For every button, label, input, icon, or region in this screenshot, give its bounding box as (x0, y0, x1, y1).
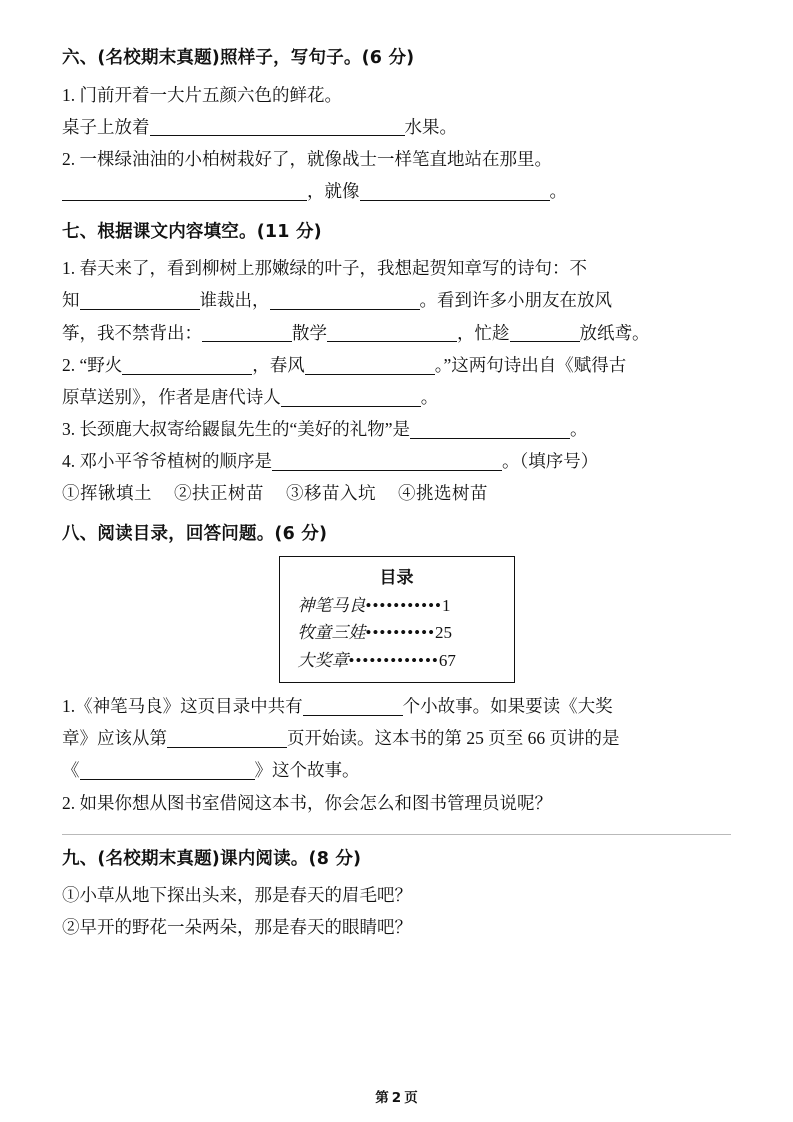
answer-blank[interactable] (327, 323, 457, 342)
section-six-q2-example (62, 144, 731, 174)
section-divider (62, 834, 731, 835)
catalog-entry-dots: ••••••••••• (365, 595, 442, 615)
reading-line-2: ②早开的野花一朵两朵，那是春天的眼睛吧？ (62, 917, 412, 938)
q3-suffix: 。 (570, 418, 588, 439)
footer-prefix: 第 (375, 1090, 389, 1106)
section-six-title: 六、(名校期末真题)照样子，写句子。(6 分) (62, 48, 415, 68)
catalog-box (279, 556, 515, 684)
q2-line2-suffix: 。 (420, 386, 439, 407)
section-seven-q2-line1 (62, 350, 731, 380)
section-eight-q1-line2 (62, 723, 731, 753)
answer-blank[interactable] (202, 323, 292, 342)
catalog-entry-name: 牧童三娃 (297, 623, 366, 643)
reading-line-1: ①小草从地下探出头来，那是春天的眉毛吧？ (62, 885, 412, 906)
catalog-entry (298, 647, 496, 675)
catalog-entry-page: 25 (435, 623, 453, 643)
answer-blank[interactable] (281, 387, 421, 406)
q2-answer-suffix: 。 (549, 180, 567, 201)
section-seven-title: 七、根据课文内容填空。(11 分) (62, 221, 322, 242)
q2-line2-prefix: 原草送别》，作者是唐代诗人 (62, 386, 281, 407)
section-eight (62, 522, 731, 817)
catalog-entry (298, 619, 496, 647)
catalog-title: 目录 (379, 567, 414, 588)
q2-text: 2. 如果你想从图书室借阅这本书，你会怎么和图书管理员说呢？ (62, 792, 552, 813)
catalog-entry-name: 神笔马良 (297, 595, 366, 615)
q1-answer-suffix: 水果。 (404, 116, 457, 137)
q1-line3-suffix: 放纸鸢。 (579, 322, 650, 343)
answer-blank[interactable] (80, 291, 200, 310)
q1-line2-suffix: 页开始读。这本书的第 25 页至 66 页讲的是 (287, 728, 620, 749)
catalog-entry-page: 1 (441, 595, 451, 615)
q1-line3-middle2: ，忙趁 (457, 322, 510, 343)
q1-line2-prefix: 知 (62, 290, 80, 311)
answer-blank[interactable] (167, 729, 287, 748)
section-seven-q3 (62, 414, 731, 444)
q4-suffix: 。（填序号） (502, 450, 599, 471)
option-item[interactable]: ②扶正树苗 (174, 483, 264, 504)
q2-middle: ，春风 (252, 354, 305, 375)
option-item[interactable]: ④挑选树苗 (398, 483, 488, 504)
q1-line2-middle: 谁裁出， (199, 290, 270, 311)
section-seven-q1-line1 (62, 253, 731, 283)
section-nine (62, 847, 731, 943)
section-seven-q1-line2 (62, 285, 731, 315)
answer-blank[interactable] (122, 355, 252, 374)
section-eight-q1-line1 (62, 691, 731, 721)
q3-prefix: 3. 长颈鹿大叔寄给鼹鼠先生的“美好的礼物”是 (62, 418, 411, 439)
answer-blank[interactable] (80, 761, 255, 780)
catalog-entry-name: 大奖章 (297, 650, 349, 670)
answer-blank[interactable] (270, 291, 420, 310)
q2-suffix: 。”这两句诗出自《赋得古 (434, 354, 627, 375)
catalog-entry-page: 67 (438, 650, 456, 670)
catalog-entry (298, 592, 496, 620)
q2-answer-middle: ，就像 (307, 180, 360, 201)
q2-example-text: 2. 一棵绿油油的小柏树栽好了，就像战士一样笔直地站在那里。 (62, 148, 552, 169)
section-nine-title: 九、(名校期末真题)课内阅读。(8 分) (62, 848, 362, 869)
q1-line3-middle: 散学 (292, 322, 327, 343)
q1-line2-suffix: 。看到许多小朋友在放风 (419, 290, 612, 311)
section-seven-q2-line2 (62, 382, 731, 412)
section-seven (62, 220, 731, 508)
section-seven-options (62, 478, 731, 508)
q1-example-text: 1. 门前开着一大片五颜六色的鲜花。 (62, 84, 342, 105)
section-nine-line1 (62, 880, 731, 910)
page-footer (0, 1086, 793, 1106)
answer-blank[interactable] (303, 697, 403, 716)
section-six-q2-answer (62, 176, 731, 206)
answer-blank[interactable] (305, 355, 435, 374)
answer-blank[interactable] (360, 181, 550, 200)
section-six-q1-example (62, 80, 731, 110)
section-nine-line2 (62, 912, 731, 942)
q2-prefix: 2. “野火 (62, 354, 123, 375)
section-seven-q1-line3 (62, 318, 731, 348)
option-item[interactable]: ③移苗入坑 (286, 483, 376, 504)
q4-prefix: 4. 邓小平爷爷植树的顺序是 (62, 450, 272, 471)
q1-answer-prefix: 桌子上放着 (62, 116, 150, 137)
catalog-entry-dots: •••••••••• (365, 623, 436, 643)
section-eight-title: 八、阅读目录，回答问题。(6 分) (62, 524, 328, 545)
section-seven-q4 (62, 446, 731, 476)
q1-line1-prefix: 1.《神笔马良》这页目录中共有 (62, 696, 303, 717)
q1-line2-prefix: 章》应该从第 (62, 728, 167, 749)
catalog-container (62, 556, 731, 684)
q1-line1-text: 1. 春天来了，看到柳树上那嫩绿的叶子，我想起贺知章写的诗句：不 (62, 258, 587, 279)
section-six-q1-answer (62, 112, 731, 142)
answer-blank[interactable] (410, 419, 570, 438)
q1-line3-prefix: 筝，我不禁背出： (62, 322, 202, 343)
answer-blank[interactable] (272, 451, 502, 470)
catalog-entry-dots: ••••••••••••• (348, 650, 439, 670)
q1-line1-suffix: 个小故事。如果要读《大奖 (402, 696, 613, 717)
option-item[interactable]: ①挥锹填土 (62, 483, 152, 504)
section-six (62, 46, 731, 206)
q1-line3-suffix: 》这个故事。 (254, 760, 360, 781)
section-eight-q2 (62, 788, 731, 818)
answer-blank[interactable] (150, 117, 405, 136)
answer-blank[interactable] (62, 181, 307, 200)
q1-line3-prefix: 《 (62, 760, 80, 781)
answer-blank[interactable] (510, 323, 580, 342)
footer-suffix: 页 (404, 1090, 418, 1106)
section-eight-q1-line3 (62, 755, 731, 785)
footer-page-number: 2 (391, 1090, 402, 1106)
